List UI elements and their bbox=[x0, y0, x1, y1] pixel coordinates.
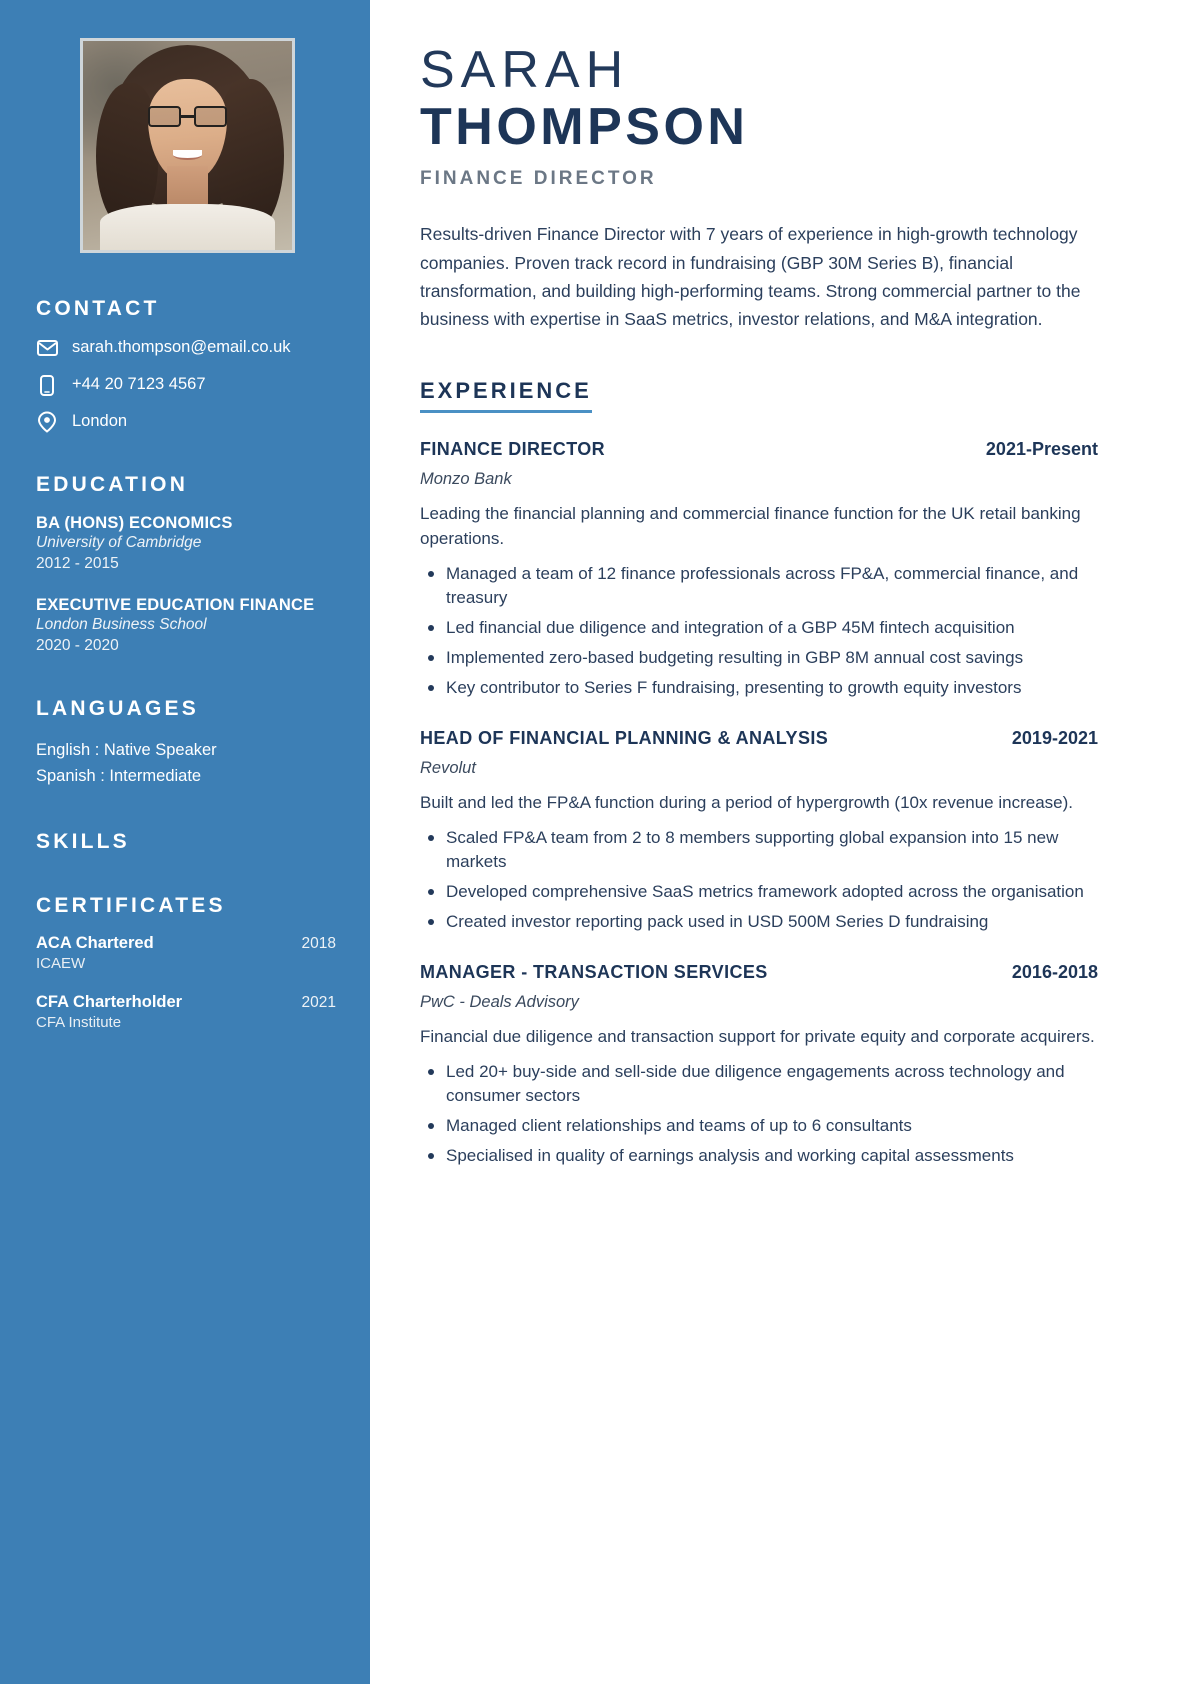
experience-bullets bbox=[420, 826, 1098, 935]
job-title: FINANCE DIRECTOR bbox=[420, 168, 657, 190]
first-name: SARAH bbox=[420, 41, 630, 99]
last-name: THOMPSON bbox=[420, 98, 749, 157]
photo-neck bbox=[167, 166, 209, 204]
certificate-name: CFA Charterholder bbox=[36, 993, 183, 1012]
experience-bullets bbox=[420, 562, 1098, 701]
experience-description: Leading the financial planning and commercial finance function for the UK retail banking operations. bbox=[420, 503, 1081, 549]
certificate-item bbox=[36, 993, 336, 1035]
experience-bullet: Implemented zero-based budgeting resulting in GBP 8M annual cost savings bbox=[420, 646, 1098, 670]
language-item: Spanish : Intermediate bbox=[36, 767, 202, 786]
experience-bullet: Created investor reporting pack used in USD 500M Series D fundraising bbox=[420, 910, 1098, 934]
experience-bullets bbox=[420, 1060, 1098, 1169]
certificates-heading: CERTIFICATES bbox=[36, 893, 226, 917]
language-item: English : Native Speaker bbox=[36, 740, 217, 759]
phone-icon bbox=[36, 374, 58, 396]
education-years: 2020 - 2020 bbox=[36, 637, 119, 655]
education-school: London Business School bbox=[36, 616, 207, 634]
education-years: 2012 - 2015 bbox=[36, 555, 119, 573]
contact-item-location[interactable] bbox=[36, 411, 336, 433]
experience-dates: 2021-Present bbox=[985, 438, 1098, 459]
experience-dates: 2016-2018 bbox=[1011, 962, 1098, 983]
education-degree: BA (HONS) ECONOMICS bbox=[36, 514, 233, 532]
education-degree: EXECUTIVE EDUCATION FINANCE bbox=[36, 595, 315, 614]
experience-company: PwC - Deals Advisory bbox=[420, 993, 579, 1012]
experience-bullet: Led 20+ buy-side and sell-side due diligence engagements across technology and consumer sectors bbox=[420, 1060, 1098, 1108]
experience-role: MANAGER - TRANSACTION SERVICES bbox=[420, 962, 768, 983]
contact-item-phone[interactable] bbox=[36, 374, 336, 396]
profile-photo bbox=[83, 41, 292, 250]
skills-heading: SKILLS bbox=[36, 829, 130, 853]
experience-company: Revolut bbox=[420, 759, 476, 778]
experience-role: FINANCE DIRECTOR bbox=[420, 438, 606, 459]
experience-bullet: Developed comprehensive SaaS metrics framework adopted across the organisation bbox=[420, 880, 1098, 904]
experience-heading: EXPERIENCE bbox=[420, 378, 592, 413]
experience-bullet: Key contributor to Series F fundraising, presenting to growth equity investors bbox=[420, 676, 1098, 700]
certificate-year: 2018 bbox=[301, 934, 336, 952]
contact-location-value: London bbox=[72, 412, 128, 431]
photo-shirt bbox=[100, 204, 276, 250]
experience-bullet: Specialised in quality of earnings analysis and working capital assessments bbox=[420, 1144, 1098, 1168]
certificate-org: CFA Institute bbox=[36, 1014, 122, 1032]
experience-company: Monzo Bank bbox=[420, 469, 512, 488]
profile-summary: Results-driven Finance Director with 7 years of experience in high-growth technology companies. Proven track record in fundraising (GBP 30M Series B), financial transformation, and building high-performing teams. Strong commercial partner to the business with expertise in SaaS metrics, investor relations, and M&A integration. bbox=[420, 224, 1081, 330]
experience-bullet: Scaled FP&A team from 2 to 8 members supporting global expansion into 15 new markets bbox=[420, 826, 1098, 874]
experience-item bbox=[420, 728, 1098, 934]
experience-description: Financial due diligence and transaction support for private equity and corporate acquirers. bbox=[420, 1027, 1095, 1047]
envelope-icon bbox=[36, 337, 58, 359]
languages-heading: LANGUAGES bbox=[36, 696, 199, 720]
certificate-item bbox=[36, 934, 336, 976]
education-item bbox=[36, 513, 336, 575]
certificate-year: 2021 bbox=[301, 994, 336, 1012]
contact-heading: CONTACT bbox=[36, 297, 160, 320]
glasses-icon bbox=[148, 106, 227, 127]
certificate-name: ACA Chartered bbox=[36, 933, 154, 952]
contact-phone-value: +44 20 7123 4567 bbox=[72, 375, 206, 394]
main-content bbox=[370, 0, 1190, 1684]
contact-email-value: sarah.thompson@email.co.uk bbox=[72, 338, 291, 357]
experience-bullet: Managed a team of 12 finance professionals across FP&A, commercial finance, and treasury bbox=[420, 562, 1098, 610]
experience-item bbox=[420, 962, 1098, 1168]
education-school: University of Cambridge bbox=[36, 534, 202, 552]
experience-dates: 2019-2021 bbox=[1011, 728, 1098, 749]
location-pin-icon bbox=[36, 411, 58, 433]
experience-bullet: Managed client relationships and teams of up to 6 consultants bbox=[420, 1114, 1098, 1138]
education-heading: EDUCATION bbox=[36, 473, 189, 496]
experience-role: HEAD OF FINANCIAL PLANNING & ANALYSIS bbox=[420, 728, 829, 749]
experience-bullet: Led financial due diligence and integration of a GBP 45M fintech acquisition bbox=[420, 616, 1098, 640]
avatar bbox=[80, 38, 295, 253]
certificate-org: ICAEW bbox=[36, 954, 86, 972]
experience-description: Built and led the FP&A function during a period of hypergrowth (10x revenue increase). bbox=[420, 793, 1073, 813]
sidebar bbox=[0, 0, 370, 1684]
experience-item bbox=[420, 439, 1098, 701]
education-item bbox=[36, 595, 336, 657]
contact-item-email[interactable] bbox=[36, 337, 336, 359]
